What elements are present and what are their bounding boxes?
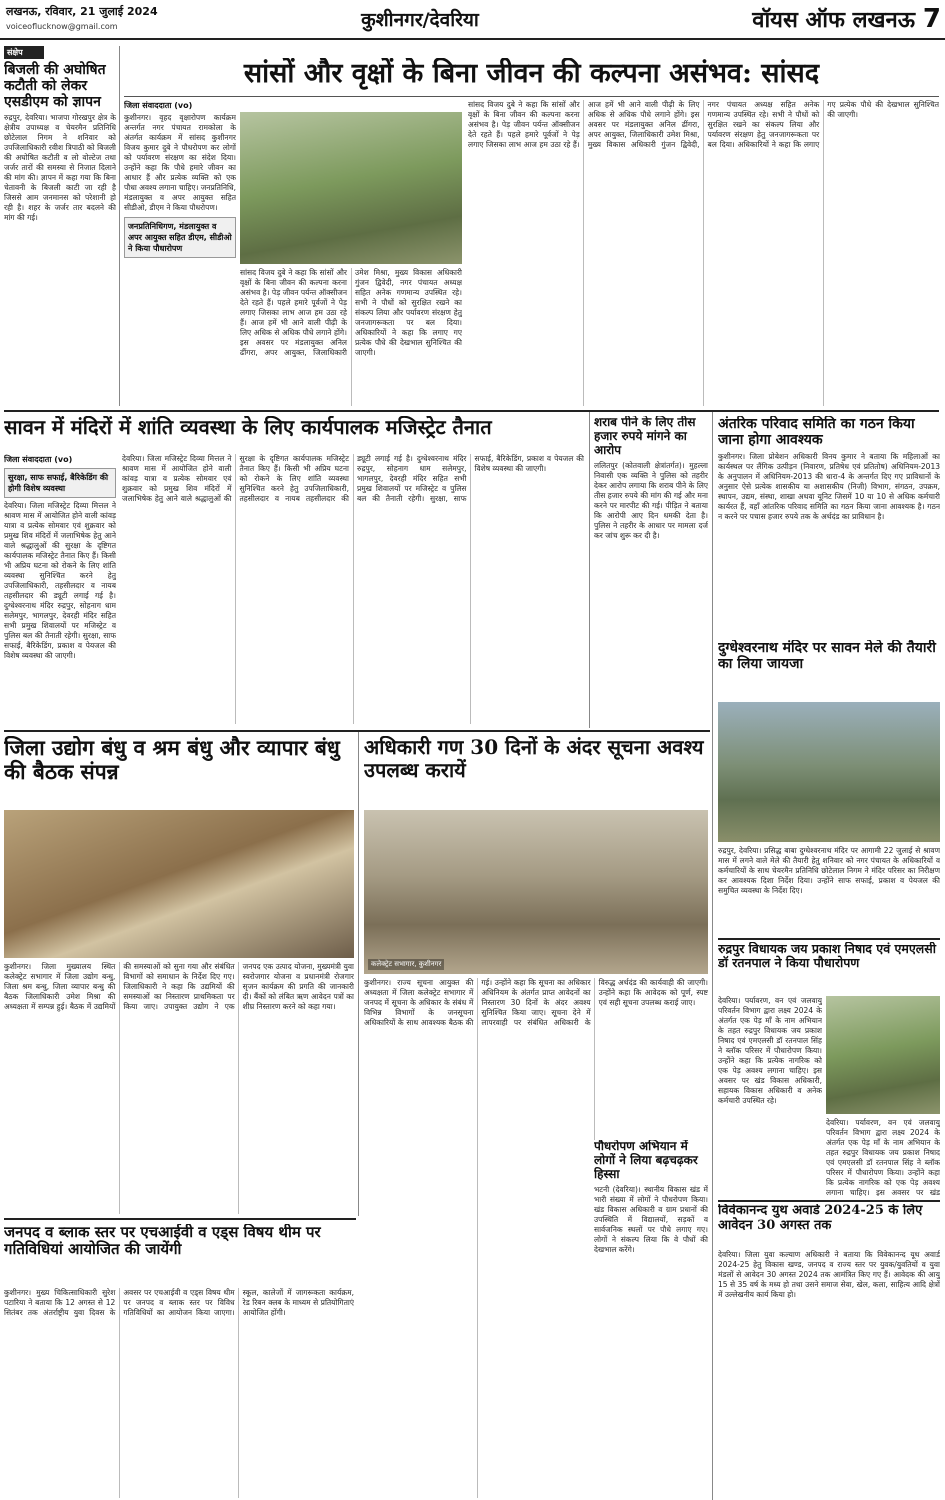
dateline: लखनऊ, रविवार, 21 जुलाई 2024 <box>6 5 158 18</box>
family-committee-story <box>718 416 940 636</box>
lead-body-right <box>468 100 939 406</box>
brief-body: रुद्रपुर, देवरिया। भाजपा गोरखपुर क्षेत्र के क्षेत्रीय उपाध्यक्ष व चेयरमैन प्रतिनिधि छोटेलाल निगम ने शनिवार को उपजिलाधिकारी रवीश त्रिपाठी को बिजली की अघोषित कटौती व लो वोल्टेज तथा जर्जर तारों की समस्या से निजात दिलाने की मांग की। ज्ञापन में कहा गया कि बिना चेतावनी के बिजली काटी जा रही है जिससे आम जनमानस को परेशानी हो रही है। शहर के जर्जर तार बदलने की मांग की गई। <box>4 113 116 223</box>
rudrapur-photo <box>826 996 940 1114</box>
liquor-story <box>594 416 708 726</box>
rudrapur-body-cont: देवरिया। पर्यावरण, वन एवं जलवायु परिवर्तन विभाग द्वारा लक्ष्य 2024 के अंतर्गत एक पेड़ माँ के नाम अभियान के तहत रुद्रपुर विधायक जय प्रकाश निषाद एवं एमएलसी डॉ रतनपाल सिंह ने ब्लॉक परिसर में पौधारोपण किया। उन्होंने कहा कि प्रत्येक नागरिक को एक पेड़ अवश्य लगाना चाहिए। इस अवसर पर खंड <box>826 1118 940 1196</box>
sawan-col1-text: देवरिया। जिला मजिस्ट्रेट दिव्या मित्तल ने श्रावण मास में आयोजित होने वाली कांवड़ यात्रा व प्रत्येक सोमवार एवं शुक्रवार को प्रमुख शिव मंदिरों में जलाभिषेक हेतु आने वाले श्रद्धालुओं की सुरक्षा के दृष्टिगत कार्यपालक मजिस्ट्रेट तैनात किए हैं। किसी भी अप्रिय घटना को रोकने के लिए शांति व्यवस्था सुनिश्चित करने हेतु उपजिलाधिकारी, तहसीलदार व नायब तहसीलदार की ड्यूटी लगाई गई है। दुग्धेश्वरनाथ मंदिर रुद्रपुर, सोहनाग धाम सलेमपुर, भागलपुर, देवरही मंदिर सहित सभी प्रमुख शिवालयों पर मजिस्ट्रेट व पुलिस बल की तैनाती रहेगी। सुरक्षा, साफ सफाई, बैरिकेडिंग, प्रकाश व पेयजल की विशेष व्यवस्था की जाएगी। <box>4 501 116 660</box>
family-committee-headline: अंतरिक परिवाद समिति का गठन किया जाना होगा आवश्यक <box>718 416 915 449</box>
vivekanand-headline: विवेकानन्द युथ अवार्ड 2024-25 के लिए आवेदन 30 अगस्त तक <box>718 1204 923 1233</box>
aids-headline: जनपद व ब्लाक स्तर पर एचआईवी व एड्स विषय थीम पर गतिविधियां आयोजित की जायेंगी <box>4 1224 321 1259</box>
udyog-headline-box <box>4 736 354 806</box>
rudrapur-text-col <box>718 996 822 1196</box>
liquor-headline: शराब पीने के लिए तीस हजार रुपये मांगने का आरोप <box>594 416 696 457</box>
sawan-byline: जिला संवाददाता (vo) <box>4 455 73 464</box>
sawan-headline-box <box>4 416 584 452</box>
sawan-subhead-box: सुरक्षा, साफ सफाई, बैरिकेडिंग की होगी विशेष व्यवस्था <box>4 468 116 498</box>
rti-photo <box>364 810 708 974</box>
liquor-body: ललितपुर (कोतवाली क्षेत्रांतर्गत)। मुहल्ला निवासी एक व्यक्ति ने पुलिस को तहरीर देकर आरोप लगाया कि शराब पीने के लिए तीस हजार रुपये की मांग की गई और मना करने पर मारपीट की गई। पीड़ित ने बताया कि आरोपी आए दिन धमकी देता है। पुलिस ने तहरीर के आधार पर मामला दर्ज कर जांच शुरू कर दी है। <box>594 461 708 541</box>
dugdheshwar-caption <box>718 846 940 936</box>
udyog-body-text: कुशीनगर। जिला मुख्यालय स्थित कलेक्ट्रेट सभागार में जिला उद्योग बन्धु, जिला श्रम बन्धु, जिला व्यापार बन्धु की बैठक जिलाधिकारी उमेश मिश्रा की अध्यक्षता में सम्पन्न हुई। बैठक में उद्यमियों की समस्याओं को सुना गया और संबंधित विभागों को समाधान के निर्देश दिए गए। जिलाधिकारी ने कहा कि उद्यमियों की समस्याओं का निस्तारण प्राथमिकता पर किया जाए। उपायुक्त उद्योग ने एक जनपद एक उत्पाद योजना, मुख्यमंत्री युवा स्वरोजगार योजना व प्रधानमंत्री रोजगार सृजन कार्यक्रम की प्रगति की जानकारी दी। बैंकों को लंबित ऋण आवेदन पत्रों का शीघ्र निस्तारण करने को कहा गया। <box>4 962 354 1011</box>
lead-body-text-cont: सांसद विजय दुबे ने कहा कि सांसों और वृक्षों के बिना जीवन की कल्पना करना असंभव है। पेड़ जीवन पर्यन्त ऑक्सीजन देते रहते हैं। पहले हमारे पूर्वजों ने पेड़ लगाए जिसका लाभ आज हम उठा रहे हैं। आज हमें भी आने वाली पीढ़ी के लिए अधिक से अधिक पौधे लगाने होंगे। इस अवसर पर मंडलायुक्त अनिल ढींगरा, अपर आयुक्त, जिलाधिकारी उमेश मिश्रा, मुख्य विकास अधिकारी गुंजन द्विवेदी, नगर पंचायत अध्यक्ष सहित अनेक गणमान्य उपस्थित रहे। सभी ने पौधों को सुरक्षित रखने का संकल्प लिया और पर्यावरण संरक्षण हेतु जनजागरूकता पर बल दिया। अधिकारियों ने कहा कि लगाए गए प्रत्येक पौधे की देखभाल सुनिश्चित की जाएगी। <box>468 100 939 149</box>
lead-photo-plantation <box>240 112 462 264</box>
aids-body <box>4 1288 354 1498</box>
vivekanand-body-box <box>718 1250 940 1498</box>
lead-col1-text: कुशीनगर। वृहद वृक्षारोपण कार्यक्रम अन्तर्गत नगर पंचायत रामकोला के अंतर्गत कार्यक्रम में सांसद कुशीनगर विजय कुमार दुबे ने पौधरोपण कर लोगों को पर्यावरण संरक्षण का संदेश दिया। उन्होंने कहा कि पौधे हमारे जीवन का आधार हैं और प्रत्येक व्यक्ति को एक पौधा अवश्य लगाना चाहिए। जनप्रतिनिधि, मंडलायुक्त व अपर आयुक्त सहित सीडीओ, डीएम ने किया पौधरोपण। <box>124 113 236 212</box>
lead-body-text: सांसद विजय दुबे ने कहा कि सांसों और वृक्षों के बिना जीवन की कल्पना करना असंभव है। पेड़ जीवन पर्यन्त ऑक्सीजन देते रहते हैं। पहले हमारे पूर्वजों ने पेड़ लगाए जिसका लाभ आज हम उठा रहे हैं। आज हमें भी आने वाली पीढ़ी के लिए अधिक से अधिक पौधे लगाने होंगे। इस अवसर पर मंडलायुक्त अनिल ढींगरा, अपर आयुक्त, जिलाधिकारी उमेश मिश्रा, मुख्य विकास अधिकारी गुंजन द्विवेदी, नगर पंचायत अध्यक्ष सहित अनेक गणमान्य उपस्थित रहे। सभी ने पौधों को सुरक्षित रखने का संकल्प लिया और पर्यावरण संरक्षण हेतु जनजागरूकता पर बल दिया। अधिकारियों ने कहा कि लगाए गए प्रत्येक पौधे की देखभाल सुनिश्चित की जाएगी। <box>240 268 462 357</box>
udyog-body <box>4 962 354 1214</box>
rudrapur-headline: रुद्रपुर विधायक जय प्रकाश निषाद एवं एमएलसी डॉ रतनपाल ने किया पौधारोपण <box>718 942 936 971</box>
plant-story <box>594 1140 708 1500</box>
lead-body-left <box>240 268 462 406</box>
email-text: voiceoflucknow@gmail.com <box>6 22 118 31</box>
plant-headline: पौधरोपण अभियान में लोगों ने लिया बढ़चढ़कर हिस्सा <box>594 1140 698 1181</box>
dugdheshwar-caption-text: रुद्रपुर, देवरिया। प्रसिद्ध बाबा दुग्धेश्वरनाथ मंदिर पर आगामी 22 जुलाई से श्रावण मास में लगने वाले मेले की तैयारी हेतु शनिवार को नगर पंचायत के अधिकारियों व कर्मचारियों के साथ चेयरमैन प्रतिनिधि छोटेलाल निगम ने मंदिर परिसर का निरीक्षण कर आवश्यक दिशा निर्देश दिया। उन्होंने साफ सफाई, प्रकाश व पेयजल की समुचित व्यवस्था के निर्देश दिए। <box>718 846 940 895</box>
lead-byline: जिला संवाददाता (vo) <box>124 101 193 110</box>
rti-body-text: कुशीनगर। राज्य सूचना आयुक्त की अध्यक्षता में जिला कलेक्ट्रेट सभागार में जनपद में सूचना के अधिकार के संबंध में विभिन्न विभागों के जनसूचना अधिकारियों के साथ आवश्यक बैठक की गई। उन्होंने कहा कि सूचना का अधिकार अधिनियम के अंतर्गत प्राप्त आवेदनों का निस्तारण 30 दिनों के अंदर अवश्य सुनिश्चित किया जाए। सूचना देने में लापरवाही पर संबंधित अधिकारी के विरुद्ध अर्थदंड की कार्यवाही की जाएगी। उन्होंने कहा कि आवेदक को पूर्ण, स्पष्ट एवं सही सूचना उपलब्ध कराई जाए। <box>364 978 708 1027</box>
sawan-col1 <box>4 454 116 724</box>
vivekanand-body: देवरिया। जिला युवा कल्याण अधिकारी ने बताया कि विवेकानन्द यूथ अवार्ड 2024-25 हेतु विकास खण्ड, जनपद व राज्य स्तर पर युवक/युवतियों व युवा मंडलों से आवेदन 30 अगस्त 2024 तक आमंत्रित किए गए हैं। आवेदक की आयु 15 से 35 वर्ष के मध्य हो तथा उसने समाज सेवा, खेल, कला, साहित्य आदि क्षेत्रों में उल्लेखनीय कार्य किया हो। <box>718 1250 940 1299</box>
rudrapur-headline-box <box>718 942 940 994</box>
brand-logo: वॉयस ऑफ लखनऊ <box>752 7 915 33</box>
udyog-photo <box>4 810 354 958</box>
rti-headline-box <box>364 736 708 806</box>
page-number: 7 <box>922 4 941 34</box>
vivekanand-headline-box <box>718 1204 940 1248</box>
aids-headline-box <box>4 1224 354 1284</box>
plant-body: भटनी (देवरिया)। स्थानीय विकास खंड में भारी संख्या में लोगों ने पौधरोपण किया। खंड विकास अधिकारी व ग्राम प्रधानों की उपस्थिति में विद्यालयों, सड़कों व सार्वजनिक स्थलों पर पौधे लगाए गए। लोगों ने संकल्प लिया कि वे पौधों की देखभाल करेंगे। <box>594 1185 708 1255</box>
sawan-body <box>122 454 584 724</box>
family-committee-body: कुशीनगर। जिला प्रोबेशन अधिकारी विनय कुमार ने बताया कि महिलाओं का कार्यस्थल पर लैंगिक उत्पीड़न (निवारण, प्रतिषेध एवं प्रतितोष) अधिनियम-2013 के अनुपालन में अधिनियम-2013 की धारा-4 के अन्तर्गत दिए गए प्राविधानों के अनुसार ऐसे प्रत्येक शासकीय या अशासकीय (निजी) विभाग, संगठन, उपक्रम, स्थापन, उद्यम, संस्था, शाखा अथवा यूनिट जिसमें 10 या 10 से अधिक कर्मचारी कार्यरत हैं, वहाँ आंतरिक परिवाद समिति का गठन किया जाना आवश्यक है। गठन न करने पर पचास हजार रुपये तक के अर्थदंड का प्राविधान है। <box>718 452 940 522</box>
masthead <box>0 0 945 40</box>
dugdheshwar-headline: दुग्धेश्वरनाथ मंदिर पर सावन मेले की तैयारी का लिया जायजा <box>718 640 936 673</box>
sawan-headline: सावन में मंदिरों में शांति व्यवस्था के लिए कार्यपालक मजिस्ट्रेट तैनात <box>4 416 492 439</box>
rudrapur-text-col2 <box>826 1118 940 1196</box>
dugdheshwar-photo <box>718 702 940 842</box>
udyog-headline: जिला उद्योग बंधु व श्रम बंधु और व्यापार बंधु की बैठक संपन्न <box>4 736 340 785</box>
lead-col1 <box>124 100 236 406</box>
lead-subhead-box: जनप्रतिनिधिगण, मंडलायुक्त व अपर आयुक्त सहित डीएम, सीडीओ ने किया पौधारोपण <box>124 217 236 258</box>
aids-body-text: कुशीनगर। मुख्य चिकित्साधिकारी सुरेश पटारिया ने बताया कि 12 अगस्त से 12 सितंबर तक अंतर्राष्ट्रीय युवा दिवस के अवसर पर एचआईवी व एड्स विषय थीम पर जनपद व ब्लाक स्तर पर विविध गतिविधियों का आयोजन किया जाएगा। स्कूल, कालेजों में जागरूकता कार्यक्रम, रेड रिबन क्लब के माध्यम से प्रतियोगिताएं आयोजित होंगी। <box>4 1288 354 1317</box>
dugdheshwar-headline-box <box>718 640 940 700</box>
lead-headline: सांसों और वृक्षों के बिना जीवन की कल्पना असंभव: सांसद <box>243 58 820 89</box>
section-title: कुशीनगर/देवरिया <box>361 9 479 31</box>
lead-headline-box <box>124 58 939 94</box>
brief-headline: बिजली की अघोषित कटौती को लेकर एसडीएम को ज्ञापन <box>4 62 106 111</box>
rti-photo-banner: कलेक्ट्रेट सभागार, कुशीनगर <box>368 959 444 970</box>
rudrapur-body: देवरिया। पर्यावरण, वन एवं जलवायु परिवर्तन विभाग द्वारा लक्ष्य 2024 के अंतर्गत एक पेड़ माँ के नाम अभियान के तहत रुद्रपुर विधायक जय प्रकाश निषाद एवं एमएलसी डॉ रतनपाल सिंह ने ब्लॉक परिसर में पौधारोपण किया। उन्होंने कहा कि प्रत्येक नागरिक को एक पेड़ अवश्य लगाना चाहिए। इस अवसर पर खंड विकास अधिकारी, सहायक विकास अधिकारी व अनेक कर्मचारी उपस्थित रहे। <box>718 996 822 1105</box>
brief-column <box>4 46 116 406</box>
sawan-body-text: देवरिया। जिला मजिस्ट्रेट दिव्या मित्तल ने श्रावण मास में आयोजित होने वाली कांवड़ यात्रा व प्रत्येक सोमवार एवं शुक्रवार को प्रमुख शिव मंदिरों में जलाभिषेक हेतु आने वाले श्रद्धालुओं की सुरक्षा के दृष्टिगत कार्यपालक मजिस्ट्रेट तैनात किए हैं। किसी भी अप्रिय घटना को रोकने के लिए शांति व्यवस्था सुनिश्चित करने हेतु उपजिलाधिकारी, तहसीलदार व नायब तहसीलदार की ड्यूटी लगाई गई है। दुग्धेश्वरनाथ मंदिर रुद्रपुर, सोहनाग धाम सलेमपुर, भागलपुर, देवरही मंदिर सहित सभी प्रमुख शिवालयों पर मजिस्ट्रेट व पुलिस बल की तैनाती रहेगी। सुरक्षा, साफ सफाई, बैरिकेडिंग, प्रकाश व पेयजल की विशेष व्यवस्था की जाएगी। <box>122 454 584 503</box>
brief-label: संक्षेप <box>4 46 44 59</box>
rti-headline: अधिकारी गण 30 दिनों के अंदर सूचना अवश्य उपलब्ध करायें <box>364 736 704 782</box>
